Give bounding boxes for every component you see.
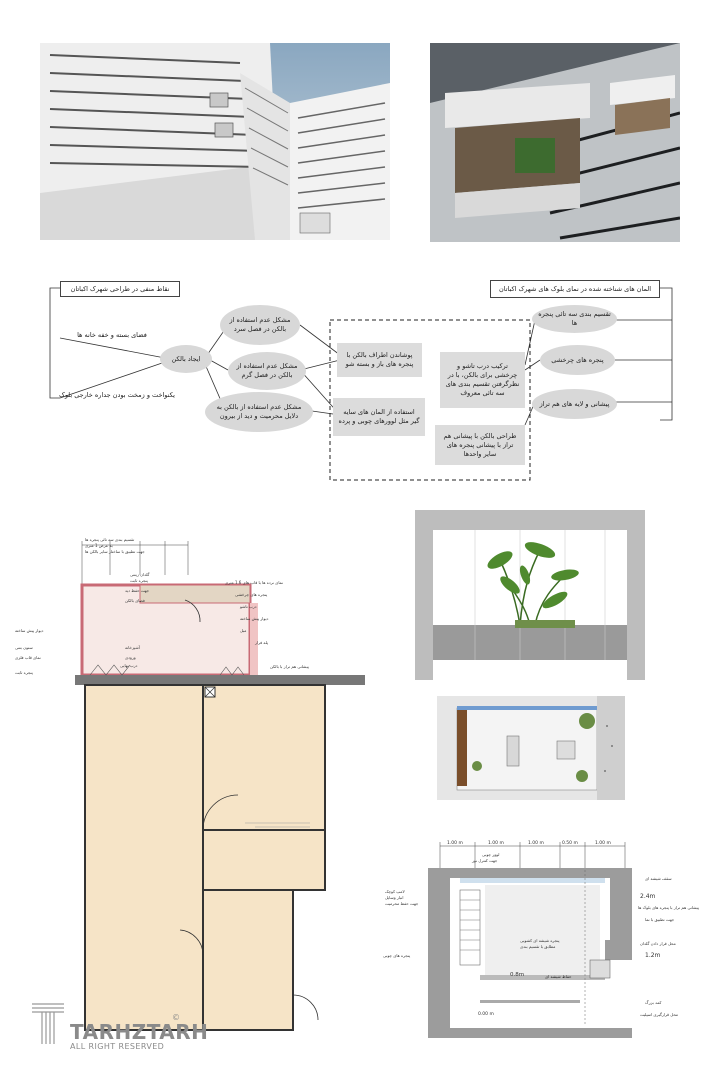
balcony-render-photo [430,43,680,242]
right-item-3: پیشانی و لایه های هم تراز [532,389,617,419]
floor-plan [40,535,370,1035]
problem-2: مشکل عدم استفاده از بالکن در فصل گرم [228,352,306,390]
plan-annotation-14: آشپزخانه [125,645,140,650]
section-dim-bottom: 0.00 m [478,1012,494,1017]
right-item-2: پنجره های چرخشی [540,345,615,375]
section-dim-1: 1.00 m [447,841,463,846]
plan-annotation-17: درب نهایی [120,663,138,668]
right-item-1: تقسیم بندی سه تائی پنجره ها [532,305,617,333]
plan-left-annotation-2: ستون بتنی [15,645,33,650]
brand-name: TARHZTARH [70,1020,209,1044]
section-dim-inner: 0.8m [510,972,525,978]
plan-annotation-9: پنجره های چرخشی [235,592,268,597]
section-annotation-6: پنجره شیشه ای کشویی [520,938,560,943]
section-annotation-12: محل قرار دادن گلدان [640,941,676,946]
perspective-sketch-photo [40,43,390,240]
section-annotation-7: مطابق با تقسیم بندی [520,944,556,949]
section-dim-5: 1.00 m [595,841,611,846]
section-annotation-4: انبار وسایل [385,895,404,900]
right-solution-1: ترکیب درب تاشو و چرخشی برای بالکن، با در نظرگرفتن تقسیم بندی های سه تائی معروف [440,352,525,408]
diagram-connectors [0,270,720,490]
section-annotation-11: جهت تطبیق با نما [645,917,675,922]
balcony-elevation [415,505,645,680]
plan-annotation-12: مبل [240,628,247,633]
plan-annotation-11: دیوار پیش ساخته [240,616,269,621]
left-header: نقاط منفی در طراحی شهرک اکباتان [60,281,180,297]
section-dim-2: 1.00 m [488,841,504,846]
plan-annotation-8: نمای نرده ها با قاب های 1.6 متری [225,580,283,585]
section-annotation-14: محل قرارگیری اسپلیت [640,1012,679,1017]
section-dim-right-2: 1.2m [645,952,661,959]
brand-mark: © [172,1013,180,1022]
brand-tagline: ALL RIGHT RESERVED [70,1042,165,1051]
plan-annotation-3: جهت تطبیق با ساختار سایر بالکن ها [85,549,145,554]
section-annotation-8: پنجره های چوبی [383,953,411,958]
section-dim-right-1: 2.4m [640,893,656,900]
problem-1: مشکل عدم استفاده از بالکن در فصل سرد [220,305,300,345]
plan-left-annotation-4: پنجره ثابت [15,670,33,675]
plan-left-annotation-3: نمای قاب فلزی [15,655,41,660]
problem-3: مشکل عدم استفاده از بالکن به دلایل محرمیت و دید از بیرون [205,392,313,432]
right-solution-2: طراحی بالکن با پیشانی هم تراز با پیشانی پنجره های سایر واحدها [435,425,525,465]
section-annotation-5: جهت حفظ محرمیت [385,901,419,906]
right-header: المان های شناخته شده در نمای بلوک های شهرک اکباتان [490,280,660,298]
section-annotation-13: کمد بزرگ [645,1000,662,1005]
plan-annotation-4: گلدان زینتی [130,572,150,577]
section-annotation-2: جهت کنترل نور [472,858,498,863]
left-item-1: فضای بسته و خفه خانه ها [77,331,147,339]
plan-annotation-6: جهت حفظ دید [125,588,150,593]
left-item-2: یکنواخت و زمخت بودن جداره خارجی بلوک [59,391,175,399]
center-node: ایجاد بالکن [160,345,212,373]
section-annotation-3: لامپ کوچک [385,889,405,894]
balcony-top-view [437,696,625,800]
plan-annotation-1: تقسیم بندی سه تائی پنجره ها [85,537,135,542]
solution-1: پوشاندن اطراف بالکن با پنجره های باز و بسته شو [337,343,422,377]
brand-logo-icon [28,1000,68,1048]
plan-annotation-2: به عرض 1 متری [85,543,113,548]
section-dim-4: 0.50 m [562,841,578,846]
section-dim-3: 1.00 m [528,841,544,846]
solution-2: استفاده از المان های سایه گیر مثل لوورهای چوبی و پرده [333,398,425,436]
section-dim-inner-label: حفاظ شیشه ای [545,974,572,979]
plan-annotation-16: پیشانی هم تراز با بالکن [270,664,309,669]
plan-annotation-15: ورودی [125,655,136,660]
section-annotation-10: پیشانی هم تراز با پنجره های بلوک ها [638,905,699,910]
plan-annotation-10: درب تاشو [240,604,257,609]
plan-annotation-7: فضای بالکن [125,598,145,603]
plan-left-annotation-1: دیوار پیش ساخته [15,628,44,633]
section-annotation-9: سقف شیشه ای [645,876,672,881]
section-annotation-1: لوور چوبی [482,852,500,857]
plan-annotation-13: پله فرار [255,640,269,645]
plan-annotation-5: پنجره ثابت [130,578,148,583]
